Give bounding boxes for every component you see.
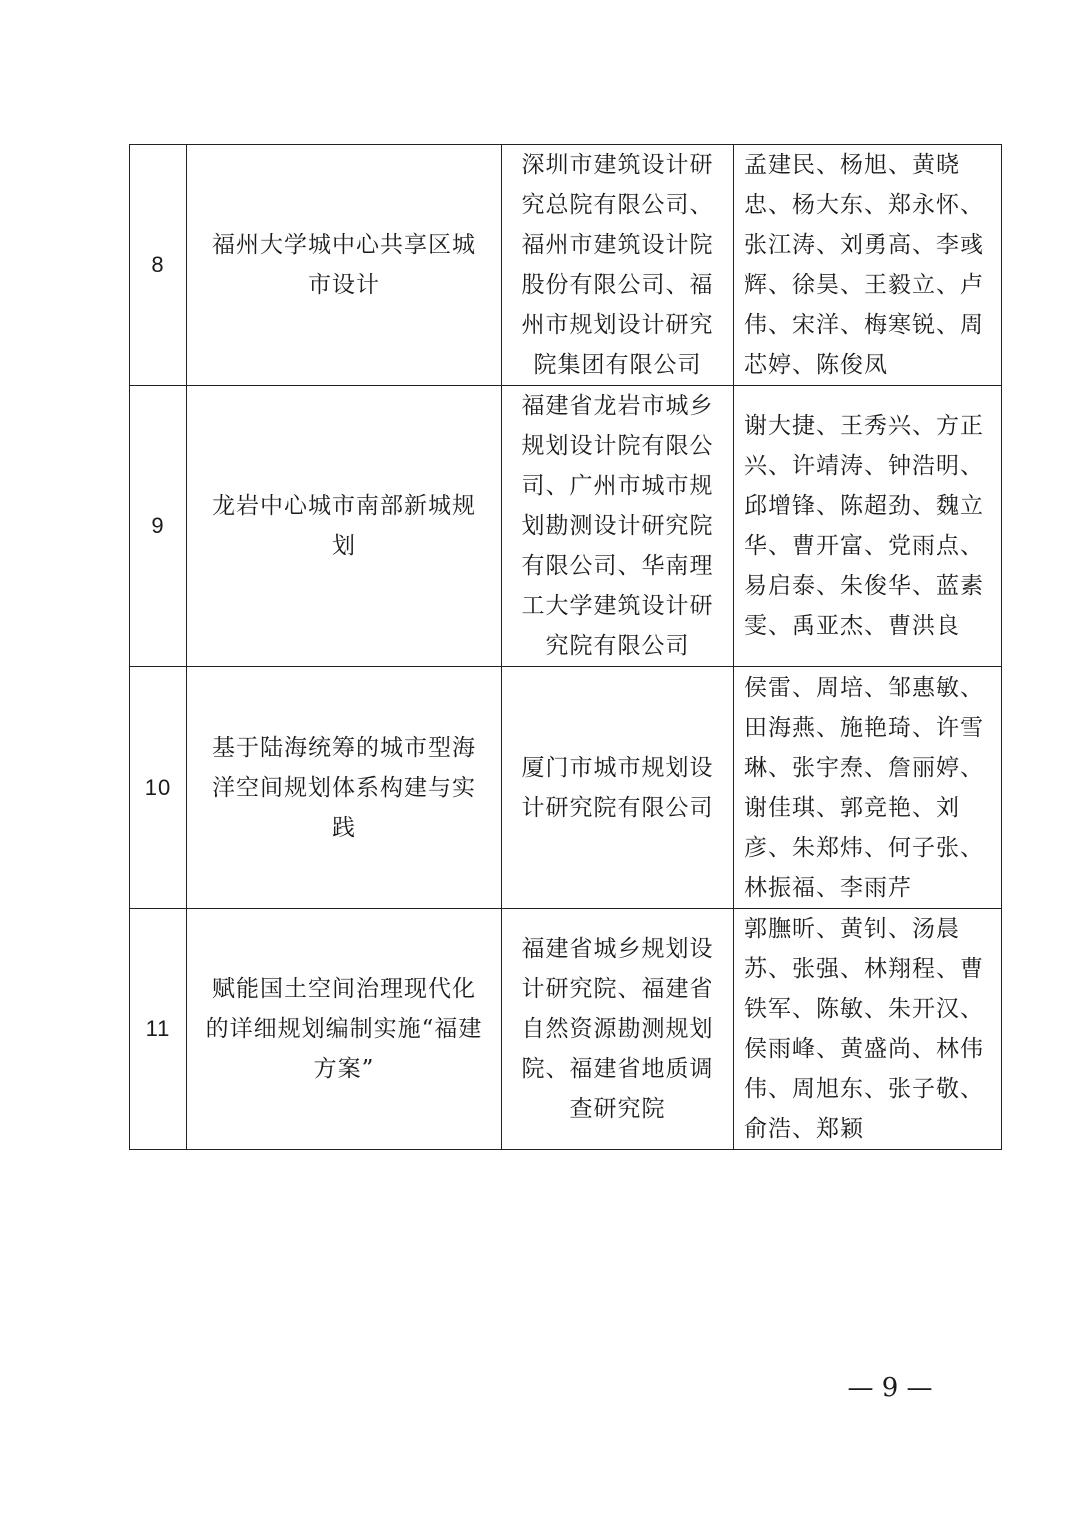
people-cell: 孟建民、杨旭、黄晓忠、杨大东、郑永怀、张江涛、刘勇高、李彧辉、徐昊、王毅立、卢伟、宋洋、梅寒锐、周芯婷、陈俊凤 — [734, 145, 1002, 386]
project-title: 龙岩中心城市南部新城规划 — [187, 386, 502, 667]
people-cell: 侯雷、周培、邹惠敏、田海燕、施艳琦、许雪琳、张宇焘、詹丽婷、谢佳琪、郭竞艳、刘彦、朱郑炜、何子张、林振福、李雨芹 — [734, 667, 1002, 909]
row-number: 9 — [130, 386, 187, 667]
project-title: 赋能国土空间治理现代化的详细规划编制实施“福建方案” — [187, 909, 502, 1150]
table-row — [130, 145, 1002, 386]
row-number: 10 — [130, 667, 187, 909]
project-title: 福州大学城中心共享区城市设计 — [187, 145, 502, 386]
table-row — [130, 667, 1002, 909]
row-number: 8 — [130, 145, 187, 386]
people-cell: 谢大捷、王秀兴、方正兴、许靖涛、钟浩明、邱增锋、陈超劲、魏立华、曹开富、党雨点、易启泰、朱俊华、蓝素雯、禹亚杰、曹洪良 — [734, 386, 1002, 667]
organizations-cell: 深圳市建筑设计研究总院有限公司、福州市建筑设计院股份有限公司、福州市规划设计研究院集团有限公司 — [502, 145, 734, 386]
organizations-cell: 福建省城乡规划设计研究院、福建省自然资源勘测规划院、福建省地质调查研究院 — [502, 909, 734, 1150]
table-row — [130, 909, 1002, 1150]
organizations-cell: 厦门市城市规划设计研究院有限公司 — [502, 667, 734, 909]
row-number: 11 — [130, 909, 187, 1150]
award-table — [129, 144, 1002, 1150]
organizations-cell: 福建省龙岩市城乡规划设计院有限公司、广州市城市规划勘测设计研究院有限公司、华南理工大学建筑设计研究院有限公司 — [502, 386, 734, 667]
people-cell: 郭膴昕、黄钊、汤晨苏、张强、林翔程、曹铁军、陈敏、朱开汉、侯雨峰、黄盛尚、林伟伟、周旭东、张子敬、俞浩、郑颖 — [734, 909, 1002, 1150]
page-number: — 9 — — [847, 1373, 933, 1403]
project-title: 基于陆海统筹的城市型海洋空间规划体系构建与实践 — [187, 667, 502, 909]
table-row — [130, 386, 1002, 667]
